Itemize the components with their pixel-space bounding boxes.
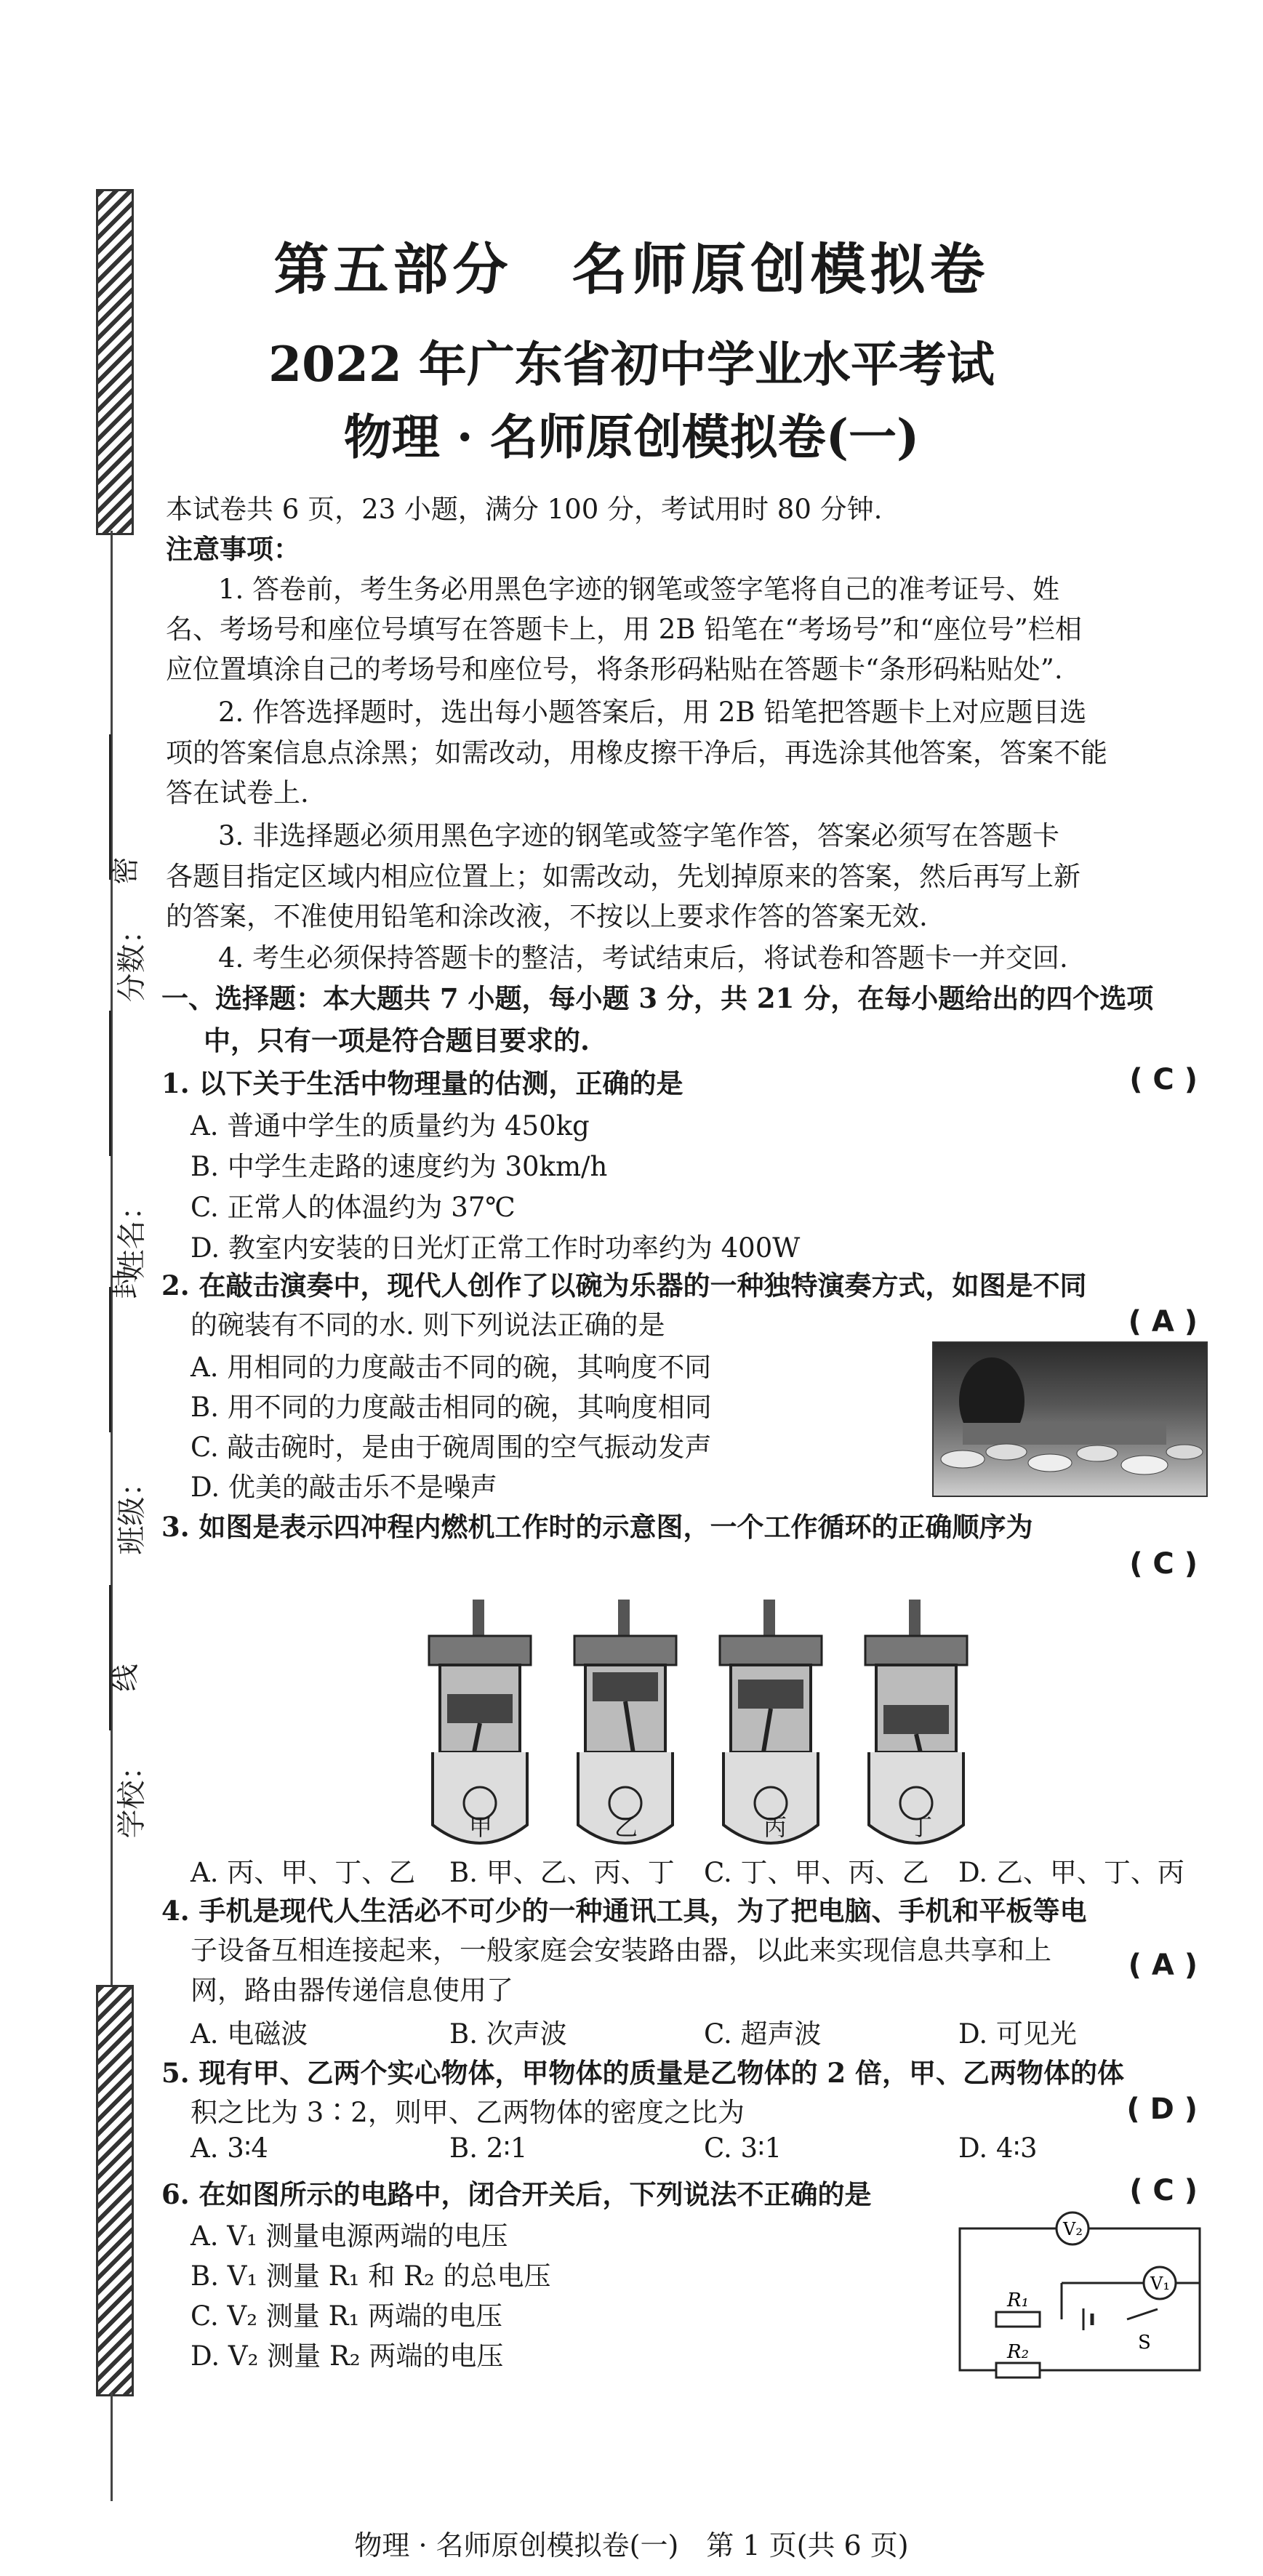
note1-line3: 应位置填涂自己的考场号和座位号，将条形码粘贴在答题卡“条形码粘贴处”. xyxy=(166,654,1063,685)
q2-stem-line2: 的碗装有不同的水. 则下列说法正确的是 xyxy=(191,1309,665,1341)
note3-line2: 各题目指定区域内相应位置上；如需改动，先划掉原来的答案，然后再写上新 xyxy=(166,861,1080,892)
circuit-label-v2: V₂ xyxy=(1063,2219,1083,2239)
note3-line1: 3. 非选择题必须用黑色字迹的钢笔或签字笔作答，答案必须写在答题卡 xyxy=(218,820,1060,851)
section1-heading-line1: 一、选择题：本大题共 7 小题，每小题 3 分，共 21 分，在每小题给出的四个选项 xyxy=(161,982,1154,1014)
page-footer: 物理 · 名师原创模拟卷(一) 第 1 页(共 6 页) xyxy=(354,2529,909,2561)
engine-label-ding: 丁 xyxy=(909,1813,933,1841)
q6-option-a: A. V₁ 测量电源两端的电压 xyxy=(191,2220,508,2252)
q1-option-d: D. 教室内安装的日光灯正常工作时功率约为 400W xyxy=(191,1232,801,1264)
engine-label-jia: 甲 xyxy=(469,1813,493,1841)
circuit-label-s: S xyxy=(1138,2332,1151,2354)
name-blank xyxy=(109,1011,111,1156)
q5-option-c: C. 3∶1 xyxy=(704,2132,782,2164)
q6-stem: 6. 在如图所示的电路中，闭合开关后，下列说法不正确的是 xyxy=(161,2178,872,2210)
binding-hatch-bottom xyxy=(96,1985,134,2396)
note2-line1: 2. 作答选择题时，选出每小题答案后，用 2B 铅笔把答题卡上对应题目选 xyxy=(218,697,1087,728)
q2-option-c: C. 敲击碗时，是由于碗周围的空气振动发声 xyxy=(191,1432,712,1463)
engine-ding-icon xyxy=(865,1600,967,1843)
q5-answer: ( D ) xyxy=(1126,2093,1198,2126)
q4-option-d: D. 可见光 xyxy=(958,2018,1077,2050)
part-title: 第五部分 名师原创模拟卷 xyxy=(273,237,990,302)
engine-bing-icon xyxy=(720,1600,822,1843)
exam-title: 2022 年广东省初中学业水平考试 xyxy=(268,336,995,393)
q2-option-a: A. 用相同的力度敲击不同的碗，其响度不同 xyxy=(191,1352,712,1383)
engine-yi-icon xyxy=(574,1600,676,1843)
q5-option-d: D. 4∶3 xyxy=(958,2132,1038,2164)
seal-char-2: 封 xyxy=(109,1271,142,1299)
q2-option-b: B. 用不同的力度敲击相同的碗，其响度相同 xyxy=(191,1392,712,1423)
q3-option-d: D. 乙、甲、丁、丙 xyxy=(958,1857,1184,1888)
note4-line1: 4. 考生必须保持答题卡的整洁，考试结束后，将试卷和答题卡一并交回. xyxy=(218,942,1068,974)
resistor-r1-icon xyxy=(996,2312,1040,2327)
class-label: 班级： xyxy=(115,1467,149,1555)
q5-stem-line1: 5. 现有甲、乙两个实心物体，甲物体的质量是乙物体的 2 倍，甲、乙两物体的体 xyxy=(161,2057,1125,2089)
intro-summary: 本试卷共 6 页，23 小题，满分 100 分，考试用时 80 分钟. xyxy=(166,494,883,525)
name-label: 姓名： xyxy=(115,1191,149,1279)
q5-option-b: B. 2∶1 xyxy=(449,2132,528,2164)
bowls-illustration xyxy=(934,1343,1206,1496)
q1-option-b: B. 中学生走路的速度约为 30km/h xyxy=(191,1151,608,1182)
q3-option-a: A. 丙、甲、丁、乙 xyxy=(191,1857,416,1888)
q2-option-d: D. 优美的敲击乐不是噪声 xyxy=(191,1472,497,1503)
q2-stem-line1: 2. 在敲击演奏中，现代人创作了以碗为乐器的一种独特演奏方式，如图是不同 xyxy=(161,1269,1087,1301)
q4-option-b: B. 次声波 xyxy=(449,2018,567,2050)
q2-answer: ( A ) xyxy=(1128,1305,1198,1339)
q5-option-a: A. 3∶4 xyxy=(191,2132,268,2164)
note2-line3: 答在试卷上. xyxy=(166,777,309,808)
note1-line2: 名、考场号和座位号填写在答题卡上，用 2B 铅笔在“考场号”和“座位号”栏相 xyxy=(166,614,1082,645)
q6-answer: ( C ) xyxy=(1129,2174,1198,2207)
q4-option-a: A. 电磁波 xyxy=(191,2018,308,2050)
engine-jia-icon xyxy=(429,1600,531,1843)
engine-label-bing: 丙 xyxy=(763,1813,787,1841)
q3-answer: ( C ) xyxy=(1129,1547,1198,1581)
note1-line1: 1. 答卷前，考生务必用黑色字迹的钢笔或签字笔将自己的准考证号、姓 xyxy=(218,574,1060,605)
class-blank xyxy=(109,1287,111,1432)
q4-answer: ( A ) xyxy=(1128,1949,1198,1982)
circuit-label-r1: R₁ xyxy=(1007,2290,1029,2311)
engine-label-yi: 乙 xyxy=(614,1813,638,1841)
circuit-label-r2: R₂ xyxy=(1007,2341,1029,2363)
q4-stem-line1: 4. 手机是现代人生活必不可少的一种通讯工具，为了把电脑、手机和平板等电 xyxy=(161,1895,1087,1927)
binding-line-lower xyxy=(111,2392,113,2501)
q4-stem-line3: 网，路由器传递信息使用了 xyxy=(191,1975,513,2006)
q5-stem-line2: 积之比为 3∶2，则甲、乙两物体的密度之比为 xyxy=(191,2097,745,2128)
q3-stem: 3. 如图是表示四冲程内燃机工作时的示意图，一个工作循环的正确顺序为 xyxy=(161,1511,1033,1543)
q4-stem-line2: 子设备互相连接起来，一般家庭会安装路由器，以此来实现信息共享和上 xyxy=(191,1935,1051,1966)
seal-char-3: 线 xyxy=(109,1664,142,1692)
school-label: 学校： xyxy=(115,1751,149,1839)
note3-line3: 的答案，不准使用铅笔和涂改液，不按以上要求作答的答案无效. xyxy=(166,901,928,932)
q6-option-c: C. V₂ 测量 R₁ 两端的电压 xyxy=(191,2300,503,2332)
q1-answer: ( C ) xyxy=(1129,1063,1198,1096)
q6-option-d: D. V₂ 测量 R₂ 两端的电压 xyxy=(191,2340,504,2372)
q1-option-c: C. 正常人的体温约为 37℃ xyxy=(191,1192,516,1223)
q3-option-b: B. 甲、乙、丙、丁 xyxy=(449,1857,675,1888)
note2-line2: 项的答案信息点涂黑；如需改动，用橡皮擦干净后，再选涂其他答案，答案不能 xyxy=(166,737,1107,769)
school-blank xyxy=(109,1585,111,1730)
bowl-music-photo xyxy=(932,1341,1208,1497)
circuit-diagram xyxy=(953,2210,1214,2385)
resistor-r2-icon xyxy=(996,2363,1040,2378)
score-label: 分数： xyxy=(115,915,149,1003)
q3-option-c: C. 丁、甲、丙、乙 xyxy=(704,1857,929,1888)
paper-title: 物理 · 名师原创模拟卷(一) xyxy=(343,409,920,465)
seal-char-1: 密 xyxy=(109,856,142,885)
notes-heading: 注意事项： xyxy=(166,533,300,565)
q1-option-a: A. 普通中学生的质量约为 450kg xyxy=(191,1110,590,1141)
q6-option-b: B. V₁ 测量 R₁ 和 R₂ 的总电压 xyxy=(191,2260,551,2292)
q4-option-c: C. 超声波 xyxy=(704,2018,822,2050)
section1-heading-line2: 中，只有一项是符合题目要求的. xyxy=(204,1024,590,1056)
q1-stem: 1. 以下关于生活中物理量的估测，正确的是 xyxy=(161,1067,683,1099)
circuit-label-v1: V₁ xyxy=(1150,2274,1170,2294)
